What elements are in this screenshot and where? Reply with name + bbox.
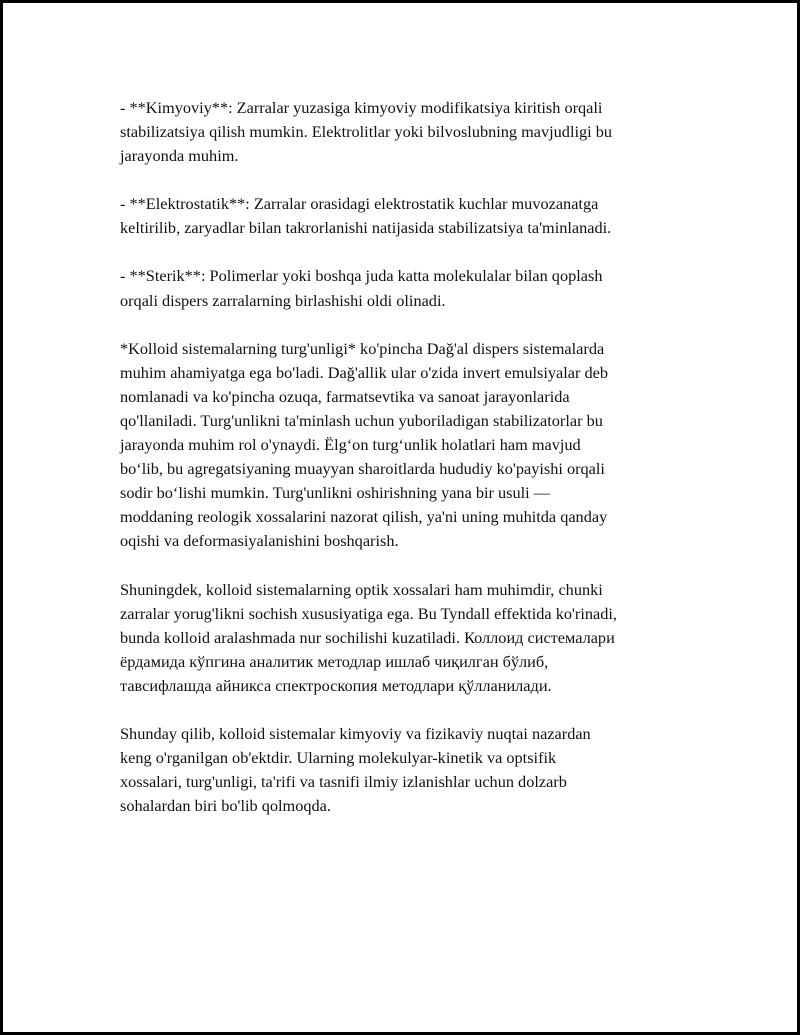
text-line: - **Kimyoviy**: Zarralar yuzasiga kimyoviy modifikatsiya kiritish orqali — [120, 98, 603, 117]
paragraph-electrostatic-stabilization — [120, 192, 700, 240]
text-line: sohalardan biri bo'lib qolmoqda. — [120, 796, 331, 816]
text-line: oqishi va deformasiyalanishini boshqarish. — [120, 531, 399, 551]
text-line: ёрдамида кўпгина аналитик методлар ишлаб чиқилган бўлиб, — [120, 651, 549, 671]
text-line: Shuningdek, kolloid sistemalarning optik xossalari ham muhimdir, chunki — [120, 579, 603, 599]
text-line: Shunday qilib, kolloid sistemalar kimyoviy va fizikaviy nuqtai nazardan — [120, 723, 591, 743]
text-line: keng o'rganilgan ob'ektdir. Ularning molekulyar-kinetik va optsifik — [120, 748, 557, 768]
text-line: nomlanadi va ko'pincha ozuqa, farmatsevtika va sanoat jarayonlarida — [120, 386, 570, 406]
text-line: тавсифлашда айникса спектроскопия методлари қўлланилади. — [120, 675, 552, 695]
text-line: *Kolloid sistemalarning turg'unligi* ko'pincha Dağ'al dispers sistemalarda — [120, 338, 605, 358]
paragraph-chemical-stabilization — [120, 96, 700, 168]
text-line: zarralar yorug'likni sochish xususiyatiga ega. Bu Tyndall effektida ko'rinadi, — [120, 603, 617, 623]
text-line: sodir bo‘lishi mumkin. Turg'unlikni oshirishning yana bir usuli — — [120, 483, 551, 503]
document-body — [120, 96, 700, 842]
text-line: bunda kolloid aralashmada nur sochilishi kuzatiladi. Коллоид системалари — [120, 627, 615, 647]
text-line: jarayonda muhim rol o'ynaydi. Ëlg‘on turg‘unlik holatlari ham mavjud — [120, 435, 581, 455]
paragraph-conclusion — [120, 722, 700, 818]
paragraph-steric-stabilization — [120, 264, 700, 312]
text-line: - **Elektrostatik**: Zarralar orasidagi elektrostatik kuchlar muvozanatga — [120, 194, 599, 214]
text-line: xossalari, turg'unligi, ta'rifi va tasnifi ilmiy izlanishlar uchun dolzarb — [120, 772, 567, 792]
text-line: keltirilib, zaryadlar bilan takrorlanishi natijasida stabilizatsiya ta'minlanadi. — [120, 218, 612, 238]
text-line: bo‘lib, bu agregatsiyaning muayyan sharoitlarda hududiy ko'payishi orqali — [120, 459, 605, 479]
paragraph-colloid-stability — [120, 337, 700, 554]
text-line: - **Sterik**: Polimerlar yoki boshqa juda katta molekulalar bilan qoplash — [120, 266, 603, 286]
text-line: stabilizatsiya qilish mumkin. Elektrolitlar yoki bilvoslubning mavjudligi bu — [120, 122, 613, 142]
paragraph-optical-properties — [120, 578, 700, 698]
text-line: orqali dispers zarralarning birlashishi oldi olinadi. — [120, 290, 446, 310]
text-line: muhim ahamiyatga ega bo'ladi. Dağ'allik ular o'zida invert emulsiyalar deb — [120, 362, 609, 382]
text-line: moddaning reologik xossalarini nazorat qilish, ya'ni uning muhitda qanday — [120, 507, 608, 527]
text-line: jarayonda muhim. — [120, 146, 239, 166]
text-line: qo'llaniladi. Turg'unlikni ta'minlash uchun yuboriladigan stabilizatorlar bu — [120, 410, 603, 430]
